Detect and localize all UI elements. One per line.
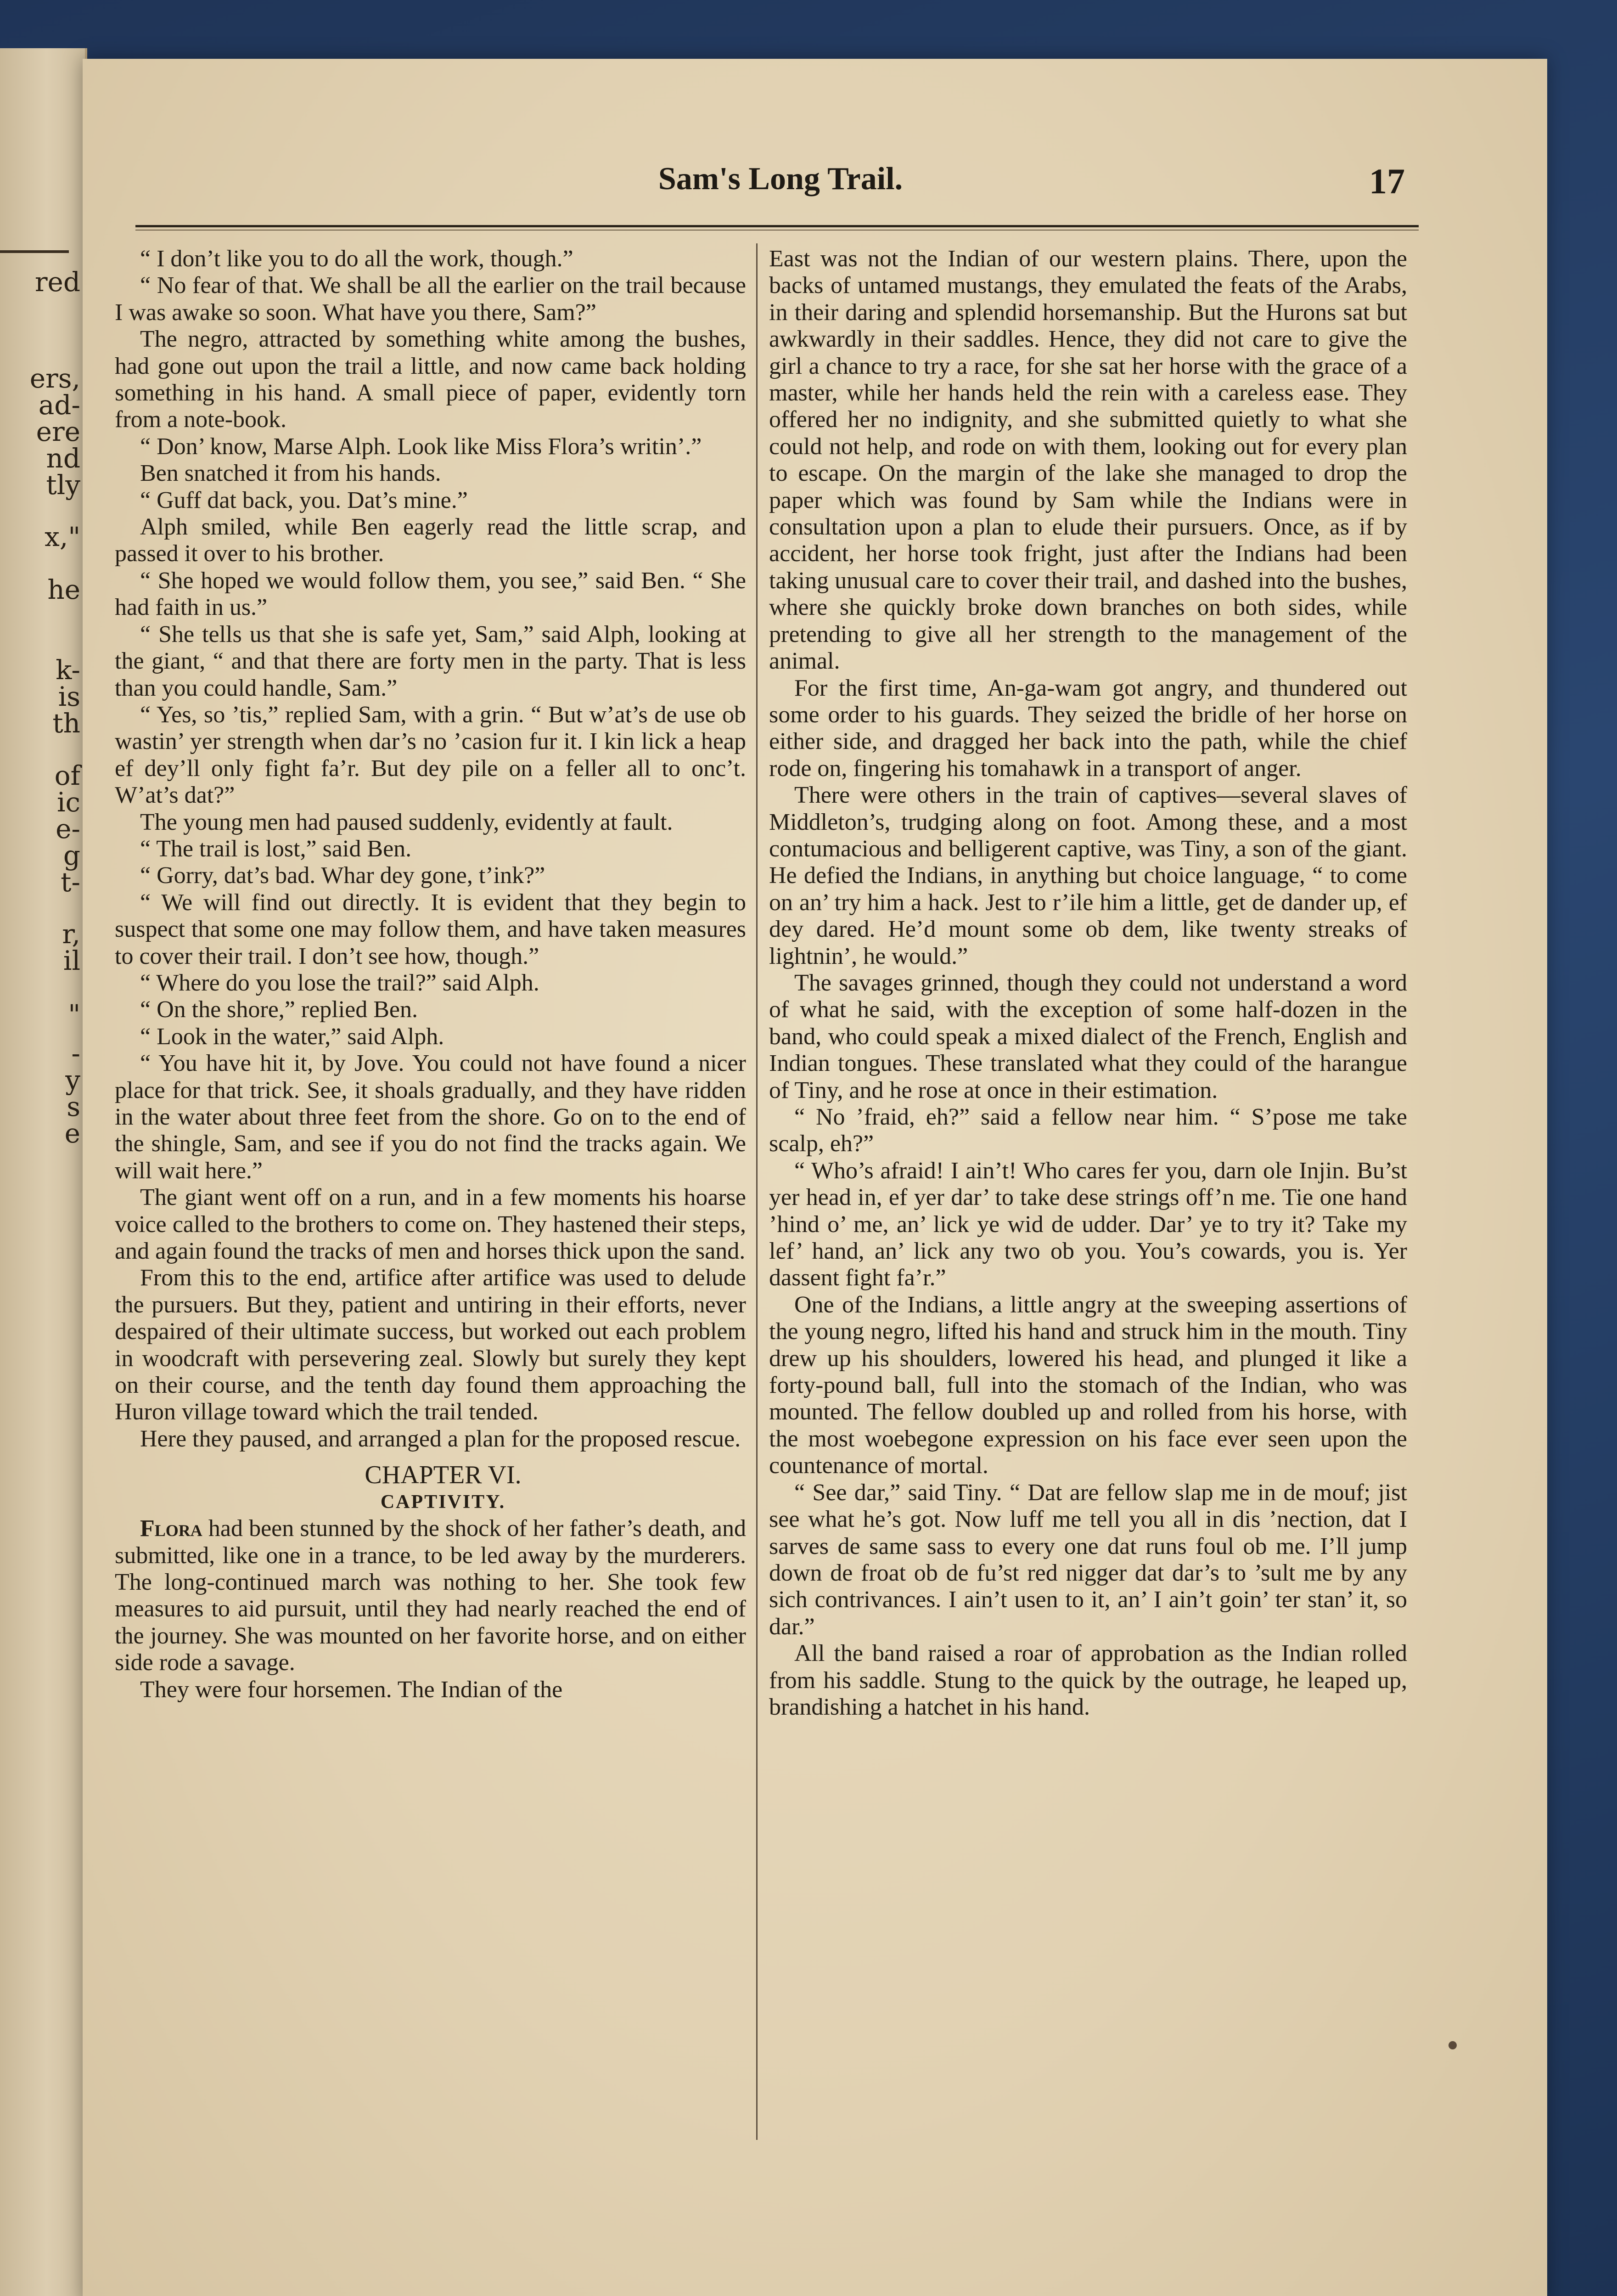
- paragraph: “ On the shore,” replied Ben.: [140, 996, 418, 1023]
- prev-fragment: -: [71, 1038, 80, 1069]
- column-divider: [756, 243, 758, 2140]
- prev-fragment: th: [52, 708, 80, 739]
- prev-fragment: il: [63, 945, 80, 976]
- paragraph: “ She tells us that she is safe yet, Sam,” said Alph, looking at the giant, “ and that there are forty men in the party. That is less than you could handle, Sam.”: [115, 621, 746, 701]
- paragraph: One of the Indians, a little angry at the sweeping assertions of the young negro, lifted his hand and struck him in the mouth. Tiny drew up his shoulders, lowered his head, and plunged it like a forty-pound ball, full into the stomach of the Indian, who was mounted. The fellow doubled up and rolled from his horse, with the most woebegone expression on his face ever seen upon the countenance of mortal.: [769, 1291, 1407, 1479]
- paragraph: “ Look in the water,” said Alph.: [140, 1023, 444, 1050]
- paragraph: The negro, attracted by something white among the bushes, had gone out upon the trail a little, and now came back holding something in his hand. A small piece of paper, evidently torn from a note-book.: [115, 326, 746, 433]
- paragraph: “ The trail is lost,” said Ben.: [140, 835, 412, 862]
- paragraph: There were others in the train of captives—several slaves of Middleton’s, trudging along on foot. Among these, and a most contumacious and belligerent captive, was Tiny, a son of the giant. He defied the Indians, in anything but choice language, “ to come on an’ try him a hack. Jest to r’ile him a little, get de dander up, ef dey dared. He’d mount some ob dem, like twenty streaks of lightnin’, he would.”: [769, 782, 1407, 969]
- prev-fragment: s: [67, 1091, 80, 1122]
- paragraph: For the first time, An-ga-wam got angry, and thundered out some order to his guards. They seized the bridle of her horse on either side, and dragged her back into the path, while the chief rode on, fingering his tomahawk in a transport of anger.: [769, 675, 1407, 782]
- paragraph: The savages grinned, though they could not understand a word of what he said, with the exception of some half-dozen in the band, who could speak a mixed dialect of the French, English and Indian tongues. These translated what they could of the harangue of Tiny, and he rose at once in their estimation.: [769, 969, 1407, 1103]
- prev-fragment: nd: [46, 443, 80, 474]
- prev-fragment: ic: [56, 787, 80, 818]
- paragraph: “ She hoped we would follow them, you see,” said Ben. “ She had faith in us.”: [115, 567, 746, 621]
- header-rule-thin: [135, 230, 1419, 231]
- paragraph: “ Gorry, dat’s bad. Whar dey gone, t’ink?”: [140, 862, 545, 889]
- chapter-heading: CHAPTER VI.: [365, 1461, 522, 1490]
- prev-fragment: g: [63, 840, 80, 871]
- prev-fragment: he: [47, 574, 80, 605]
- right-column: [769, 246, 1407, 1721]
- paragraph: Ben snatched it from his hands.: [140, 460, 441, 487]
- drop-word: Flora: [140, 1515, 202, 1542]
- paragraph: “ See dar,” said Tiny. “ Dat are fellow slap me in de mouf; jist see what he’s got. Now luff me tell you all in dis ’nection, dat I sarves de same sass to every one dat runs foul ob me. I’ll jump down de froat ob de fu’st red nigger dat dar’s to ’sult me by any sich contrivances. I ain’t usen to it, an’ I ain’t goin’ ter stan’ it, so dar.”: [769, 1479, 1407, 1640]
- paragraph-rest: had been stunned by the shock of her father’s death, and submitted, like one in a trance, to be led away by the murderers. The long-continued march was nothing to her. She took few measures to aid pursuit, until they had nearly reached the end of the journey. She was mounted on her favorite horse, and on either side rode a savage.: [115, 1515, 746, 1676]
- paragraph: Here they paused, and arranged a plan for the proposed rescue.: [140, 1425, 741, 1452]
- paragraph: “ We will find out directly. It is evident that they begin to suspect that some one may follow them, and have taken measures to cover their trail. I don’t see how, though.”: [115, 889, 746, 969]
- paragraph: “ No ’fraid, eh?” said a fellow near him. “ S’pose me take scalp, eh?”: [769, 1104, 1407, 1157]
- prev-fragment: y: [65, 1064, 80, 1096]
- prev-fragment: ere: [36, 416, 80, 447]
- paragraph: The giant went off on a run, and in a few moments his hoarse voice called to the brothers to come on. They hastened their steps, and again found the tracks of men and horses thick upon the sand.: [115, 1184, 746, 1265]
- paragraph: “ No fear of that. We shall be all the earlier on the trail because I was awake so soon. What have you there, Sam?”: [115, 272, 746, 326]
- running-title: Sam's Long Trail.: [658, 161, 903, 197]
- paragraph: “ Who’s afraid! I ain’t! Who cares fer you, darn ole Injin. Bu’st yer head in, ef yer dar’ to take dese strings off’n me. Tie one hand ’hind o’ me, an’ lick ye wid de udder. Dar’ ye to try it? Take my lef’ hand, an’ lick any two ob you. You’s cowards, you is. Yer dassent fight fa’r.”: [769, 1157, 1407, 1291]
- paragraph: “ Don’ know, Marse Alph. Look like Miss Flora’s writin’.”: [140, 433, 702, 460]
- prev-fragment: ": [68, 999, 80, 1030]
- left-column: [115, 246, 746, 1703]
- paragraph: “ Guff dat back, you. Dat’s mine.”: [140, 487, 468, 513]
- prev-fragment: ad-: [38, 389, 80, 421]
- paragraph: “ Yes, so ’tis,” replied Sam, with a grin. “ But w’at’s de use ob wastin’ yer strength when dar’s no ’casion fur it. I kin lick a heap ef dey’ll only fight fa’r. But dey pile on a feller all to onc’t. W’at’s dat?”: [115, 701, 746, 809]
- paragraph: East was not the Indian of our western plains. There, upon the backs of untamed mustangs, they emulated the feats of the Arabs, in their daring and splendid horsemanship. But the Hurons sat but awkwardly in their saddles. Hence, they did not care to give the girl a chance to try a race, for she sat her horse with the grace of a master, while her hands held the rein with a careless ease. They offered her no indignity, and she submitted quietly to what she could not help, and rode on with them, looking out for every plan to escape. On the margin of the lake she managed to drop the paper which was found by Sam while the Indians were in consultation upon a plan to elude their pursuers. Once, as if by accident, her horse took fright, just after the Indians had been taking unusual care to cover their trail, and dashed into the bushes, where she quickly broke down branches on both sides, while pretending to give all her strength to the management of the animal.: [769, 246, 1407, 675]
- paragraph: The young men had paused suddenly, evidently at fault.: [140, 809, 673, 835]
- prev-fragment: red: [34, 266, 80, 298]
- prev-fragment: t-: [61, 867, 80, 898]
- paragraph: All the band raised a roar of approbation as the Indian rolled from his saddle. Stung to the quick by the outrage, he leaped up, brandishing a hatchet in his hand.: [769, 1640, 1407, 1720]
- ink-spot: [1449, 2041, 1457, 2049]
- chapter-first-paragraph: [115, 1515, 746, 1676]
- prev-fragment: r,: [62, 918, 80, 950]
- paragraph: “ Where do you lose the trail?” said Alph.: [140, 969, 539, 996]
- prev-fragment: ers,: [29, 363, 80, 394]
- prev-fragment: of: [54, 760, 80, 791]
- paragraph: “ I don’t like you to do all the work, though.”: [140, 246, 573, 272]
- prev-fragment: e: [64, 1118, 80, 1149]
- header-rule: [135, 225, 1419, 227]
- chapter-subheading: CAPTIVITY.: [380, 1491, 506, 1513]
- prev-rule: [0, 250, 69, 253]
- previous-page-edge: [0, 48, 87, 2296]
- paragraph: Alph smiled, while Ben eagerly read the little scrap, and passed it over to his brother.: [115, 514, 746, 567]
- prev-fragment: k-: [56, 654, 80, 686]
- paragraph: From this to the end, artifice after artifice was used to delude the pursuers. But they, patient and untiring in their efforts, never despaired of their ultimate success, but worked out each problem in woodcraft with persevering zeal. Slowly but surely they kept on their course, and the tenth day found them approaching the Huron village toward which the trail tended.: [115, 1265, 746, 1425]
- paragraph: They were four horsemen. The Indian of the: [140, 1676, 563, 1703]
- paragraph: “ You have hit it, by Jove. You could not have found a nicer place for that trick. See, it shoals gradually, and they have ridden in the water about three feet from the shore. Go on to the end of the shingle, Sam, and see if you do not find the tracks again. We will wait here.”: [115, 1050, 746, 1184]
- prev-fragment: is: [58, 681, 80, 712]
- prev-fragment: tly: [46, 469, 80, 501]
- prev-fragment: e-: [56, 813, 80, 844]
- prev-fragment: x,": [45, 521, 80, 552]
- page-number: 17: [1369, 161, 1405, 201]
